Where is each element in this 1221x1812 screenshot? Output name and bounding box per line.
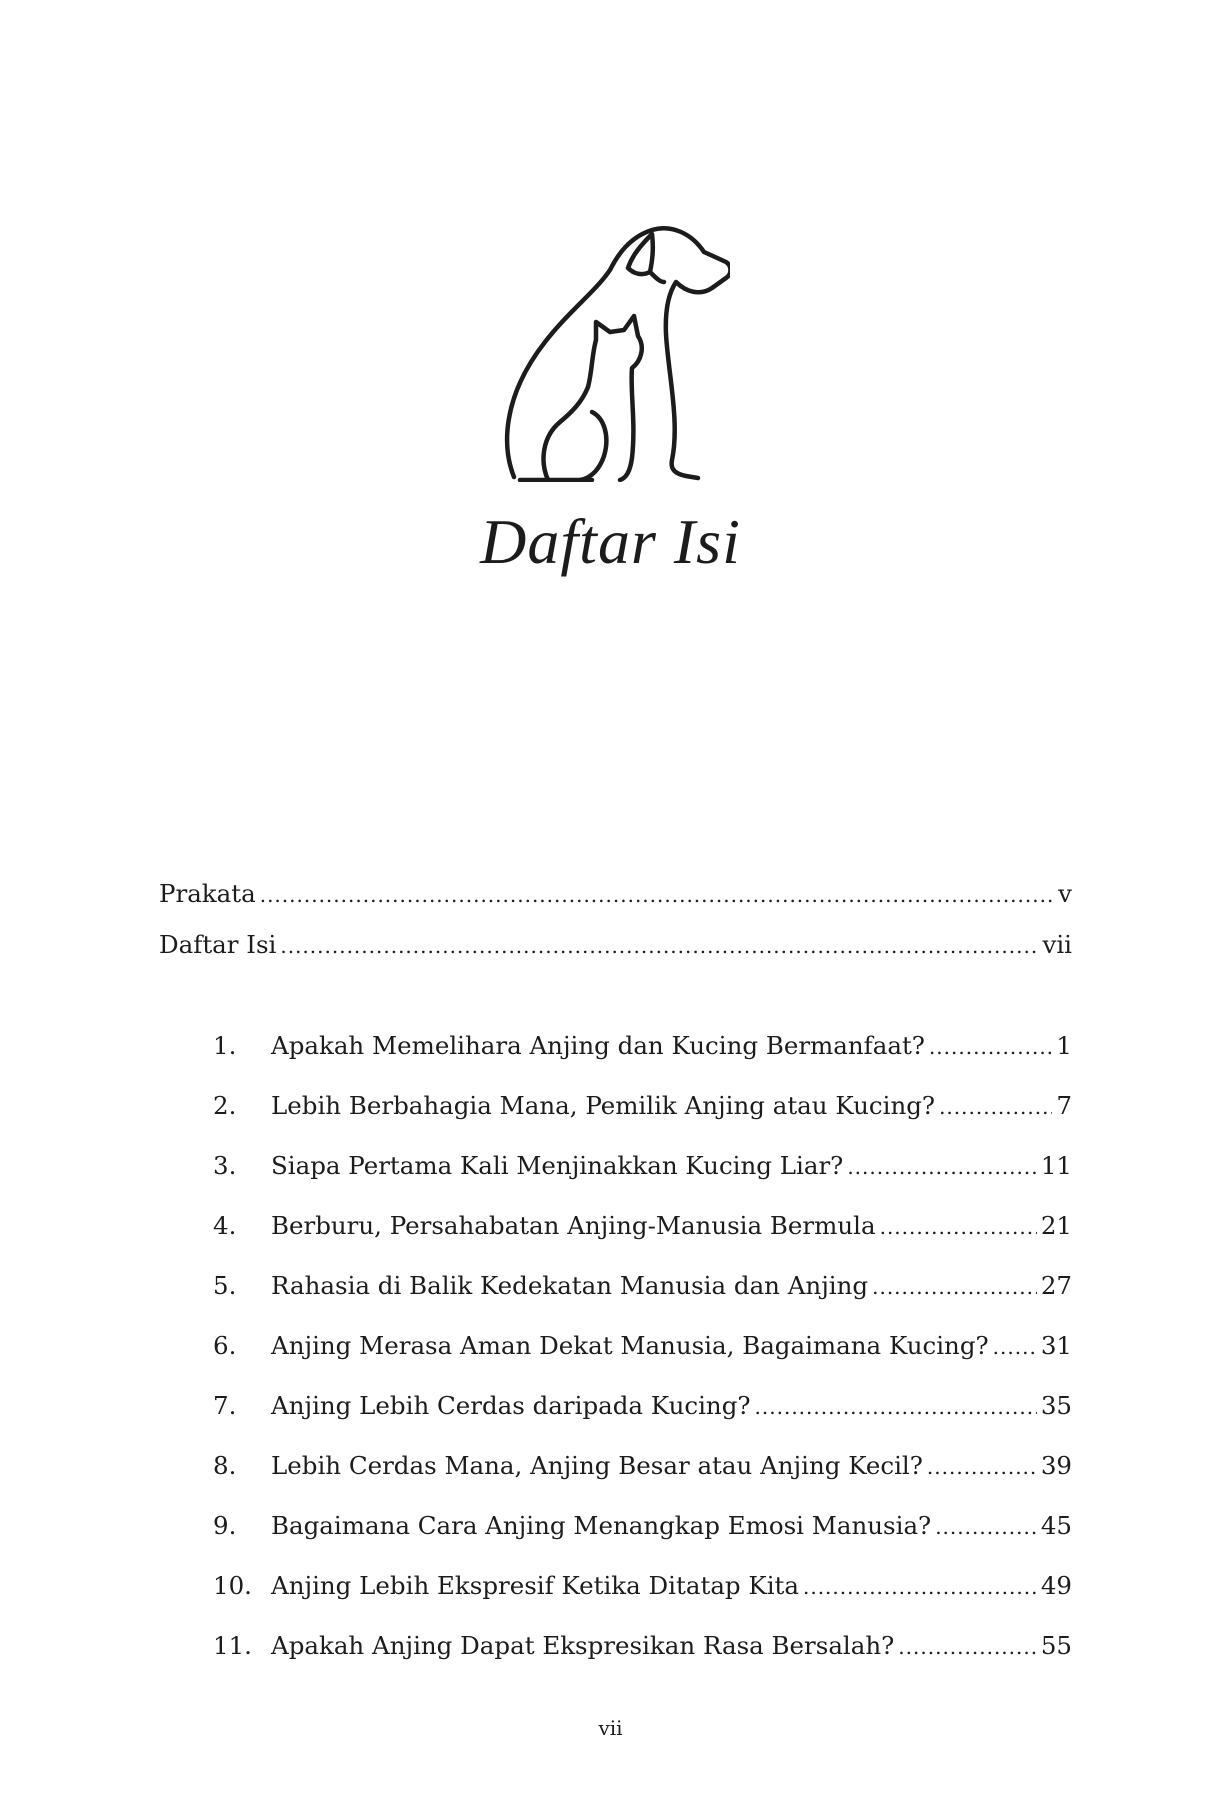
chapter-number: 1. <box>213 1031 237 1060</box>
chapter-page: 21 <box>1040 1211 1072 1240</box>
dot-leader <box>927 1451 1037 1483</box>
chapter-title: Anjing Lebih Cerdas daripada Kucing? <box>271 1391 751 1420</box>
chapter-page: 39 <box>1040 1451 1072 1480</box>
chapter-page: 45 <box>1040 1511 1072 1540</box>
chapter-title: Apakah Memelihara Anjing dan Kucing Bermanfaat? <box>271 1031 925 1060</box>
toc-chapter-5[interactable] <box>213 1270 1072 1303</box>
chapter-title: Berburu, Persahabatan Anjing-Manusia Bermula <box>271 1211 876 1240</box>
chapter-number: 10. <box>213 1571 252 1600</box>
toc-chapter-10[interactable] <box>213 1570 1072 1603</box>
toc-entry-prakata[interactable] <box>159 878 1072 911</box>
chapter-number: 2. <box>213 1091 237 1120</box>
toc-chapter-6[interactable] <box>213 1330 1072 1363</box>
dot-leader <box>898 1631 1037 1663</box>
dot-leader <box>260 879 1054 911</box>
dot-leader <box>935 1511 1037 1543</box>
chapter-page: 1 <box>1056 1031 1072 1060</box>
dog-cat-silhouette-icon <box>500 222 730 482</box>
toc-chapter-4[interactable] <box>213 1210 1072 1243</box>
dot-leader <box>939 1091 1052 1123</box>
chapter-title: Lebih Cerdas Mana, Anjing Besar atau Anjing Kecil? <box>271 1451 923 1480</box>
chapter-page: 27 <box>1040 1271 1072 1300</box>
chapter-title: Bagaimana Cara Anjing Menangkap Emosi Manusia? <box>271 1511 932 1540</box>
dot-leader <box>880 1211 1037 1243</box>
chapter-page: 31 <box>1040 1331 1072 1360</box>
chapter-title: Anjing Merasa Aman Dekat Manusia, Bagaimana Kucing? <box>271 1331 989 1360</box>
chapter-page: 35 <box>1040 1391 1072 1420</box>
chapter-page: 55 <box>1040 1631 1072 1660</box>
chapter-page: 49 <box>1040 1571 1072 1600</box>
chapter-number: 4. <box>213 1211 237 1240</box>
dot-leader <box>755 1391 1037 1423</box>
toc-entry-label: Daftar Isi <box>159 930 277 959</box>
chapter-title: Rahasia di Balik Kedekatan Manusia dan Anjing <box>271 1271 869 1300</box>
dot-leader <box>847 1151 1037 1183</box>
toc-entry-page: v <box>1058 879 1072 908</box>
chapter-title: Apakah Anjing Dapat Ekspresikan Rasa Bersalah? <box>271 1631 895 1660</box>
chapter-number: 7. <box>213 1391 237 1420</box>
chapter-page: 7 <box>1056 1091 1072 1120</box>
chapter-number: 6. <box>213 1331 237 1360</box>
dot-leader <box>803 1571 1037 1603</box>
toc-chapter-1[interactable] <box>213 1030 1072 1063</box>
chapter-title: Anjing Lebih Ekspresif Ketika Ditatap Kita <box>271 1571 799 1600</box>
toc-entry-page: vii <box>1042 930 1072 959</box>
chapter-title: Siapa Pertama Kali Menjinakkan Kucing Liar? <box>271 1151 844 1180</box>
toc-chapter-11[interactable] <box>213 1630 1072 1663</box>
chapter-number: 9. <box>213 1511 237 1540</box>
dot-leader <box>993 1331 1037 1363</box>
toc-chapter-8[interactable] <box>213 1450 1072 1483</box>
dot-leader <box>929 1031 1052 1063</box>
toc-chapter-9[interactable] <box>213 1510 1072 1543</box>
dot-leader <box>280 930 1038 962</box>
chapter-number: 3. <box>213 1151 237 1180</box>
page-title: Daftar Isi <box>480 506 741 577</box>
footer-page-number: vii <box>598 1716 623 1740</box>
toc-chapter-3[interactable] <box>213 1150 1072 1183</box>
toc-chapter-2[interactable] <box>213 1090 1072 1123</box>
chapter-page: 11 <box>1040 1151 1072 1180</box>
toc-chapter-7[interactable] <box>213 1390 1072 1423</box>
chapter-number: 8. <box>213 1451 237 1480</box>
toc-entry-daftar-isi[interactable] <box>159 929 1072 962</box>
dot-leader <box>872 1271 1037 1303</box>
toc-entry-label: Prakata <box>159 879 256 908</box>
chapter-number: 5. <box>213 1271 237 1300</box>
chapter-number: 11. <box>213 1631 252 1660</box>
chapter-title: Lebih Berbahagia Mana, Pemilik Anjing atau Kucing? <box>271 1091 936 1120</box>
